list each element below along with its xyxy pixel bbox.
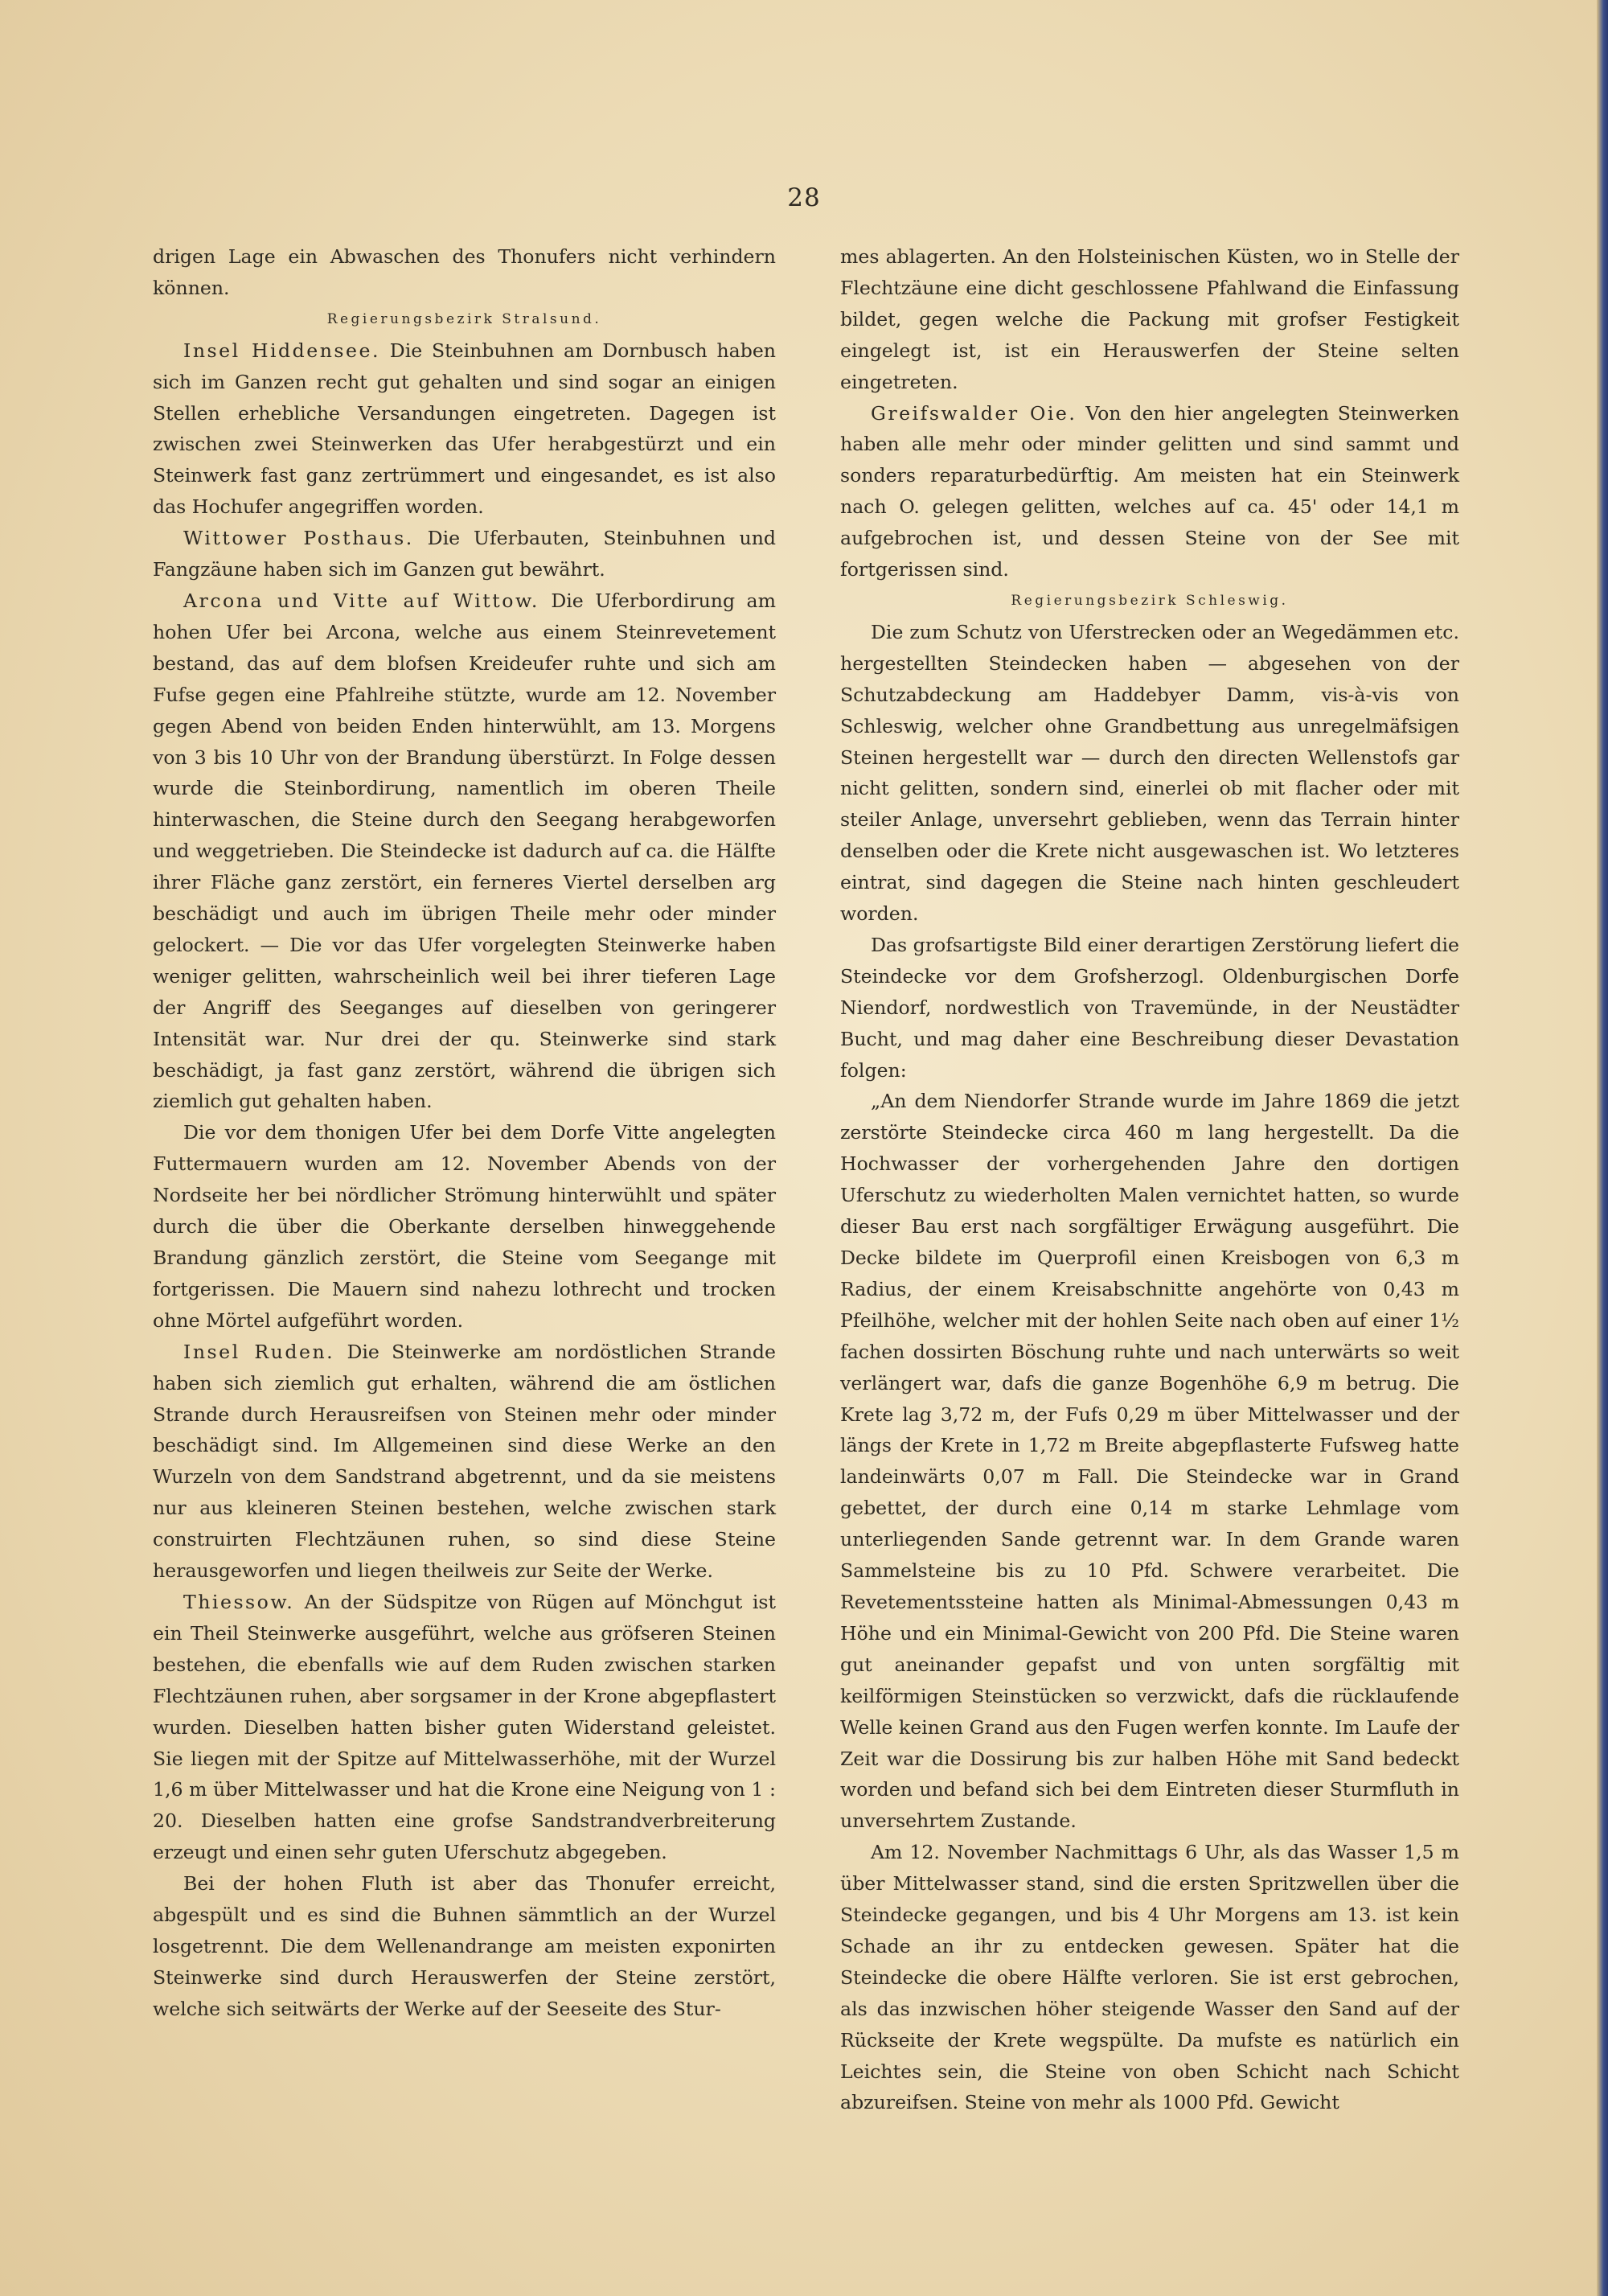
paragraph-text: Die Uferbauten, Steinbuhnen und Fangzäune haben sich im Ganzen gut bewährt. <box>153 527 776 581</box>
paragraph-lead: Wittower Posthaus. <box>183 527 414 550</box>
paragraph-lead: Greifswalder Oie. <box>871 401 1077 425</box>
paragraph-text: Am 12. November Nachmittags 6 Uhr, als das Wasser 1,5 m über Mittelwasser stand, sind die ersten Spritzwellen über die Steindecke gegangen, und bis 4 Uhr Morgens am 13. ist kein Schade an ihr zu entdecken gewesen. Später hat die Steindecke die obere Hälfte verloren. Sie ist erst gebrochen, als das inzwischen höher steigende Wasser den Sand auf der Rückseite der Krete wegspülte. Da mufste es natürlich ein Leichtes sein, die Steine von oben Schicht nach Schicht abzureifsen. Steine von mehr als 1000 Pfd. Gewicht <box>840 1841 1459 2114</box>
page-edge <box>1597 0 1608 2296</box>
paragraph-lead: Insel Hiddensee. <box>183 339 380 362</box>
paragraph-text: mes ablagerten. An den Holsteinischen Küsten, wo in Stelle der Flechtzäune eine dicht geschlossene Pfahlwand die Einfassung bildet, gegen welche die Packung mit grofser Festigkeit eingelegt ist, ist ein Herauswerfen der Steine selten eingetreten. <box>840 245 1459 393</box>
paragraph <box>153 241 776 304</box>
paragraph <box>840 241 1459 398</box>
paragraph-text: „An dem Niendorfer Strande wurde im Jahre 1869 die jetzt zerstörte Steindecke circa 460 m lang hergestellt. Da die Hochwasser der vorhergehenden Jahre den dortigen Uferschutz zu wiederholten Malen vernichtet hatten, so wurde dieser Bau erst nach sorgfältiger Erwägung ausgeführt. Die Decke bildete im Querprofil einen Kreisbogen von 6,3 m Radius, der einem Kreisabschnitte angehörte von 0,43 m Pfeilhöhe, welcher mit der hohlen Seite nach oben auf einer 1½ fachen dossirten Böschung ruhte und nach unterwärts so weit verlängert war, dafs die ganze Bogenhöhe 6,9 m betrug. Die Krete lag 3,72 m, der Fufs 0,29 m über Mittelwasser und der längs der Krete in 1,72 m Breite abgepflasterte Fufsweg hatte landeinwärts 0,07 m Fall. Die Steindecke war in Grand gebettet, der durch eine 0,14 m starke Lehmlage vom unterliegenden Sande getrennt war. In dem Grande waren Sammelsteine bis zu 10 Pfd. Schwere verarbeitet. Die Revetementssteine hatten als Minimal-Abmessungen 0,43 m Höhe und ein Minimal-Gewicht von 200 Pfd. Die Steine waren gut aneinander gepafst und von unten sorgfältig mit keilförmigen Steinstücken so verzwickt, dafs die rücklaufende Welle keinen Grand aus den Fugen werfen konnte. Im Laufe der Zeit war die Dossirung bis zur halben Höhe mit Sand bedeckt worden und befand sich bei dem Eintreten dieser Sturmfluth in unversehrtem Zustande. <box>840 1090 1459 1833</box>
paragraph-lead: Arcona und Vitte auf Wittow. <box>183 589 539 612</box>
paragraph <box>840 1837 1459 2118</box>
paragraph <box>153 335 776 523</box>
section-heading: Regierungsbezirk Stralsund. <box>326 310 602 327</box>
paragraph-lead: Thiessow. <box>183 1590 295 1613</box>
paragraph <box>840 1086 1459 1837</box>
section-heading: Regierungsbezirk Schleswig. <box>1011 592 1289 609</box>
paragraph <box>840 930 1459 1086</box>
paragraph-text: Die Uferbordirung am hohen Ufer bei Arcona, welche aus einem Steinrevetement bestand, das auf dem blofsen Kreideufer ruhte und sich am Fufse gegen eine Pfahlreihe stützte, wurde am 12. November gegen Abend von beiden Enden hinterwühlt, am 13. Morgens von 3 bis 10 Uhr von der Brandung überstürzt. In Folge dessen wurde die Steinbordirung, namentlich im oberen Theile hinterwaschen, die Steine durch den Seegang herabgeworfen und weggetrieben. Die Steindecke ist dadurch auf ca. die Hälfte ihrer Fläche ganz zerstört, ein ferneres Viertel derselben arg beschädigt und auch im übrigen Theile mehr oder minder gelockert. — Die vor das Ufer vorgelegten Steinwerke haben weniger gelitten, wahrscheinlich weil bei ihrer tieferen Lage der Angriff des Seeganges auf dieselben von geringerer Intensität war. Nur drei der qu. Steinwerke sind stark beschädigt, ja fast ganz zerstört, während die übrigen sich ziemlich gut gehalten haben. <box>153 589 776 1113</box>
paragraph-text: Die vor dem thonigen Ufer bei dem Dorfe Vitte angelegten Futtermauern wurden am 12. November Abends von der Nordseite her bei nördlicher Strömung hinterwühlt und später durch die über die Oberkante derselben hinweggehende Brandung gänzlich zerstört, die Steine vom Seegange mit fortgerissen. Die Mauern sind nahezu lothrecht und trocken ohne Mörtel aufgeführt worden. <box>153 1121 776 1332</box>
paragraph <box>840 617 1459 930</box>
paragraph <box>153 585 776 1117</box>
paragraph-text: Von den hier angelegten Steinwerken haben alle mehr oder minder gelitten und sind sammt und sonders reparaturbedürftig. Am meisten hat ein Steinwerk nach O. gelegen gelitten, welches auf ca. 45' oder 14,1 m aufgebrochen ist, und dessen Steine von der See mit fortgerissen sind. <box>840 401 1459 581</box>
paragraph-text: An der Südspitze von Rügen auf Mönchgut ist ein Theil Steinwerke ausgeführt, welche aus gröfseren Steinen bestehen, die ebenfalls wie auf dem Ruden zwischen starken Flechtzäunen ruhen, aber sorgsamer in der Krone abgepflastert wurden. Dieselben hatten bisher guten Widerstand geleistet. Sie liegen mit der Spitze auf Mittelwasserhöhe, mit der Wurzel 1,6 m über Mittelwasser und hat die Krone eine Neigung von 1 : 20. Dieselben hatten eine grofse Sandstrandverbreiterung erzeugt und einen sehr guten Uferschutz abgegeben. <box>153 1590 776 1864</box>
paragraph-text: Die Steinbuhnen am Dornbusch haben sich im Ganzen recht gut gehalten und sind sogar an einigen Stellen erhebliche Versandungen eingetreten. Dagegen ist zwischen zwei Steinwerken das Ufer herabgestürzt und ein Steinwerk fast ganz zertrümmert und eingesandet, es ist also das Hochufer angegriffen worden. <box>153 339 776 519</box>
paragraph <box>840 398 1459 585</box>
paragraph-text: Bei der hohen Fluth ist aber das Thonufer erreicht, abgespült und es sind die Buhnen sämmtlich an der Wurzel losgetrennt. Die dem Wellenandrange am meisten exponirten Steinwerke sind durch Herauswerfen der Steine zerstört, welche sich seitwärts der Werke auf der Seeseite des Stur- <box>153 1872 776 2020</box>
paragraph-text: drigen Lage ein Abwaschen des Thonufers nicht verhindern können. <box>153 245 776 299</box>
paragraph-text: Die Steinwerke am nordöstlichen Strande haben sich ziemlich gut erhalten, während die am östlichen Strande durch Herausreifsen von Steinen mehr oder minder beschädigt sind. Im Allgemeinen sind diese Werke an den Wurzeln von dem Sandstrand abgetrennt, und da sie meistens nur aus kleineren Steinen bestehen, welche zwischen stark construirten Flechtzäunen ruhen, so sind diese Steine herausgeworfen und liegen theilweis zur Seite der Werke. <box>153 1340 776 1583</box>
paragraph <box>153 1337 776 1587</box>
paragraph-text: Das grofsartigste Bild einer derartigen Zerstörung liefert die Steindecke vor dem Grofsherzogl. Oldenburgischen Dorfe Niendorf, nordwestlich von Travemünde, in der Neustädter Bucht, und mag daher eine Beschreibung dieser Devastation folgen: <box>840 933 1459 1082</box>
paragraph <box>153 1117 776 1336</box>
page-number: 28 <box>787 183 821 212</box>
left-column <box>153 241 776 2025</box>
paragraph-lead: Insel Ruden. <box>183 1340 335 1363</box>
paragraph <box>153 523 776 585</box>
right-column <box>840 241 1459 2118</box>
paragraph-text: Die zum Schutz von Uferstrecken oder an Wegedämmen etc. hergestellten Steindecken haben — abgesehen von der Schutzabdeckung am Haddebyer Damm, vis-à-vis von Schleswig, welcher ohne Grandbettung aus unregelmäfsigen Steinen hergestellt war — durch den directen Wellenstofs gar nicht gelitten, sondern sind, einerlei ob mit flacher oder mit steiler Anlage, unversehrt geblieben, wenn das Terrain hinter denselben oder die Krete nicht ausgewaschen ist. Wo letzteres eintrat, sind dagegen die Steine nach hinten geschleudert worden. <box>840 620 1459 926</box>
paragraph <box>153 1868 776 2025</box>
paragraph <box>153 1587 776 1868</box>
